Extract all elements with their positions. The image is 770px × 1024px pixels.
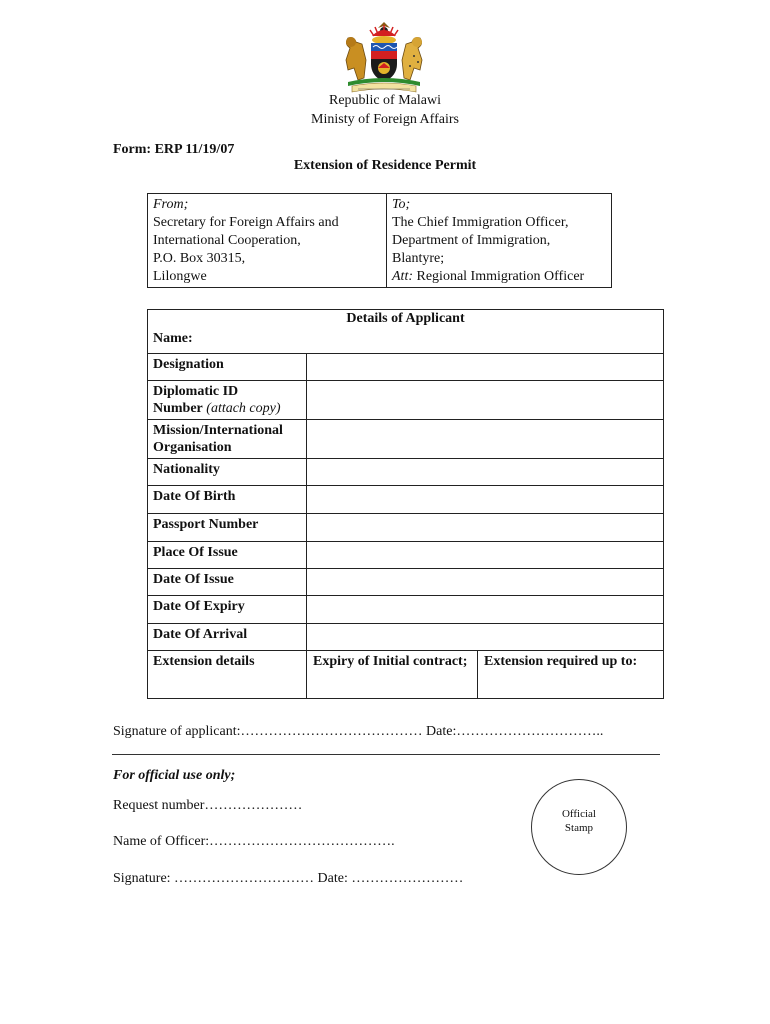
official-stamp-circle [531, 779, 627, 875]
divider-line [112, 754, 660, 755]
official-use-heading: For official use only; [113, 768, 236, 783]
coat-of-arms-emblem [338, 20, 430, 96]
place-of-issue-label: Place Of Issue [148, 542, 307, 569]
form-number: Form: ERP 11/19/07 [113, 142, 235, 157]
expiry-contract-label: Expiry of Initial contract; [313, 654, 468, 669]
from-line: Secretary for Foreign Affairs and [153, 215, 339, 230]
diplomatic-id-label [148, 381, 307, 420]
request-number-line[interactable]: Request number………………… [113, 798, 303, 813]
extension-required-field[interactable] [478, 651, 664, 699]
to-cell [387, 194, 612, 288]
stamp-label: Official [561, 808, 596, 820]
details-heading: Details of Applicant [148, 310, 664, 328]
expiry-contract-field[interactable] [307, 651, 478, 699]
attention-line [392, 268, 606, 286]
nationality-label: Nationality [148, 459, 307, 486]
to-line: The Chief Immigration Officer, [392, 215, 569, 230]
from-line: P.O. Box 30315, [153, 251, 246, 266]
att-label: Att: [392, 269, 413, 284]
diplomatic-id-line1: Diplomatic ID [153, 384, 239, 399]
extension-details-label: Extension details [148, 651, 307, 699]
diplomatic-id-line2: Number [153, 401, 203, 416]
dob-field[interactable] [307, 486, 664, 514]
mission-field[interactable] [307, 420, 664, 459]
date-of-issue-field[interactable] [307, 569, 664, 596]
name-field[interactable] [148, 328, 664, 354]
address-table [147, 193, 612, 288]
name-label: Name: [153, 330, 193, 346]
diplomatic-id-field[interactable] [307, 381, 664, 420]
officer-signature-line[interactable]: Signature: ………………………… Date: …………………… [113, 871, 464, 886]
attach-copy-note: (attach copy) [202, 401, 281, 416]
passport-label: Passport Number [148, 514, 307, 542]
date-of-arrival-field[interactable] [307, 624, 664, 651]
designation-label: Designation [148, 354, 307, 381]
from-label: From; [153, 197, 189, 212]
form-title: Extension of Residence Permit [293, 158, 477, 173]
dob-label: Date Of Birth [148, 486, 307, 514]
to-line: Blantyre; [392, 251, 445, 266]
to-label: To; [392, 197, 411, 212]
to-line: Department of Immigration, [392, 233, 551, 248]
passport-field[interactable] [307, 514, 664, 542]
from-cell [148, 194, 387, 288]
nationality-field[interactable] [307, 459, 664, 486]
applicant-details-table [147, 309, 664, 699]
att-text: Regional Immigration Officer [413, 269, 585, 284]
ministry-heading: Ministy of Foreign Affairs [311, 112, 459, 127]
officer-name-line[interactable]: Name of Officer:…………………………………. [113, 834, 395, 849]
country-heading: Republic of Malawi [329, 93, 441, 108]
date-of-issue-label: Date Of Issue [148, 569, 307, 596]
mission-label: Mission/International Organisation [148, 420, 307, 459]
designation-field[interactable] [307, 354, 664, 381]
from-line: Lilongwe [153, 269, 207, 284]
date-of-expiry-label: Date Of Expiry [148, 596, 307, 624]
date-of-expiry-field[interactable] [307, 596, 664, 624]
extension-required-label: Extension required up to: [484, 654, 638, 669]
from-line: International Cooperation, [153, 233, 301, 248]
applicant-signature-line[interactable]: Signature of applicant:………………………………… Date:………………………….. [113, 724, 604, 739]
date-of-arrival-label: Date Of Arrival [148, 624, 307, 651]
stamp-label: Stamp [564, 822, 594, 834]
place-of-issue-field[interactable] [307, 542, 664, 569]
